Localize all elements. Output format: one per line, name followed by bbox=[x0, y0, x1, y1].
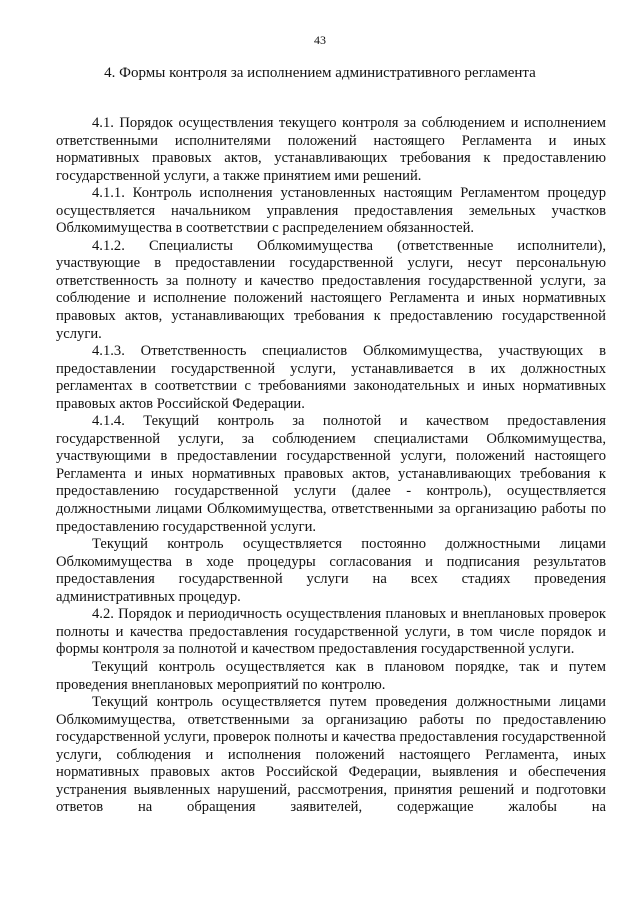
page-number: 43 bbox=[314, 33, 326, 47]
section-title: 4. Формы контроля за исполнением административного регламента bbox=[104, 65, 536, 81]
document-body bbox=[56, 115, 606, 817]
paragraph-4-1-1: 4.1.1. Контроль исполнения установленных настоящим Регламентом процедур осуществляется начальником управления предоставления земельных участков Облкомимущества в соответствии с распределением обязанностей. bbox=[56, 185, 606, 237]
paragraph-4-1: 4.1. Порядок осуществления текущего контроля за соблюдением и исполнением ответственными исполнителями положений настоящего Регламента и иных нормативных правовых актов, устанавливающих требования к предоставлению государственной услуги, а также принятием ими решений. bbox=[56, 115, 606, 184]
paragraph-4-1-3: 4.1.3. Ответственность специалистов Облкомимущества, участвующих в предоставлении государственной услуги, устанавливается в их должностных регламентах в соответствии с требованиями законодательных и иных нормативных правовых актов Российской Федерации. bbox=[56, 343, 606, 412]
paragraph-4-2: 4.2. Порядок и периодичность осуществления плановых и внеплановых проверок полноты и качества предоставления государственной услуги, в том числе порядок и формы контроля за полнотой и качеством предоставления государственной услуги. bbox=[56, 606, 606, 658]
paragraph-current-control: Текущий контроль осуществляется постоянно должностными лицами Облкомимущества в ходе процедуры согласования и подписания результатов предоставления государственной услуги на всех стадиях проведения административных процедур. bbox=[56, 536, 606, 605]
paragraph-planned-control: Текущий контроль осуществляется как в плановом порядке, так и путем проведения внеплановых мероприятий по контролю. bbox=[56, 658, 606, 693]
paragraph-4-1-4: 4.1.4. Текущий контроль за полнотой и качеством предоставления государственной услуги, за соблюдением специалистами Облкомимущества, участвующими в предоставлении государственной услуги, положений настоящего Регламента и иных нормативных правовых актов, устанавливающих требования к предоставлению государственной услуги (далее - контроль), осуществляется должностными лицами Облкомимущества, ответственными за организацию работы по предоставлению государственной услуги. bbox=[56, 413, 606, 535]
paragraph-4-1-2: 4.1.2. Специалисты Облкомимущества (ответственные исполнители), участвующие в предоставлении государственной услуги, несут персональную ответственность за полноту и качество предоставления государственной услуги, за соблюдение и исполнение положений настоящего Регламента и иных нормативных правовых актов, устанавливающих требования к предоставлению государственной услуги. bbox=[56, 237, 606, 342]
paragraph-control-method: Текущий контроль осуществляется путем проведения должностными лицами Облкомимущества, ответственными за организацию работы по предоставлению государственной услуги, проверок полноты и качества предоставления государственной услуги, соблюдения и исполнения положений настоящего Регламента, иных нормативных правовых актов Российской Федерации, выявления и обеспечения устранения выявленных нарушений, рассмотрения, принятия решений и подготовки ответов на обращения заявителей, содержащие жалобы на bbox=[56, 694, 606, 816]
